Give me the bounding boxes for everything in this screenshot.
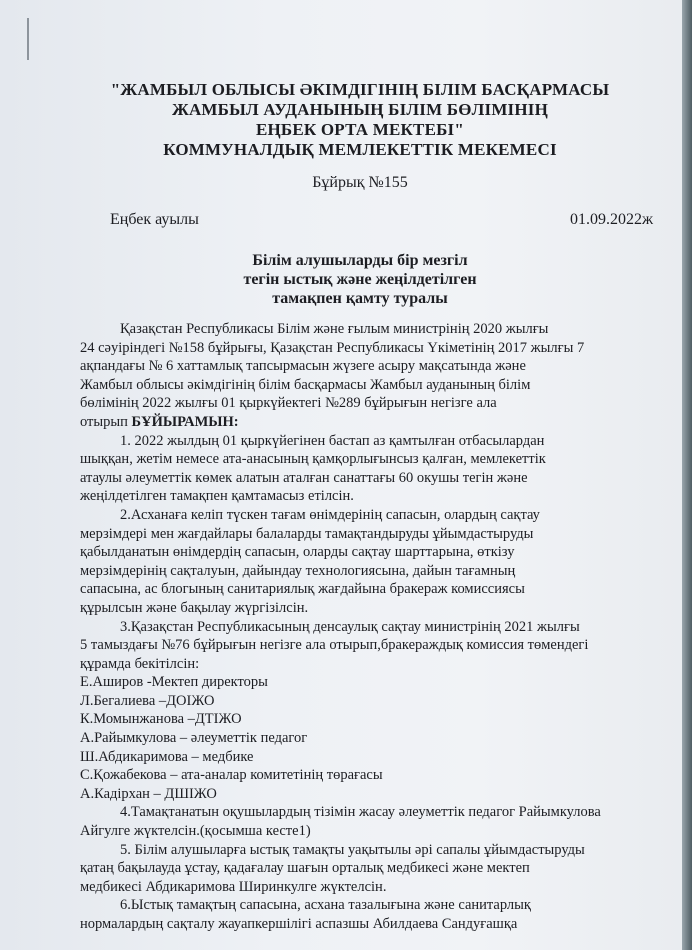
paragraph-line: Айгулге жүктелсін.(қосымша кесте1) xyxy=(80,823,311,840)
intro-line: Жамбыл облысы әкімдігінің білім басқармасы Жамбыл ауданының білім xyxy=(80,376,531,393)
paragraph-2 xyxy=(80,506,650,618)
paragraph-1 xyxy=(80,432,650,506)
title-line-1: Білім алушыларды бір мезгіл xyxy=(252,252,468,269)
member-item: Ш.Абдикаримова – медбике xyxy=(80,748,254,765)
order-title xyxy=(100,251,620,308)
header-line-1: "ЖАМБЫЛ ОБЛЫСЫ ӘКІМДІГІНІҢ БІЛІМ БАСҚАРМАСЫ xyxy=(110,80,610,99)
member-item: К.Момынжанова –ДТІЖО xyxy=(80,711,242,728)
paragraph-line: 6.Ыстық тамақтың сапасына, асхана тазалығына және санитарлық xyxy=(120,897,531,914)
title-line-2: тегін ыстық және жеңілдетілген xyxy=(243,271,477,288)
paragraph-3 xyxy=(80,618,650,674)
member-item: Л.Бегалиева –ДОІЖО xyxy=(80,692,215,709)
paragraph-6 xyxy=(80,896,650,933)
title-line-3: тамақпен қамту туралы xyxy=(272,290,448,307)
header-line-2: ЖАМБЫЛ АУДАНЫНЫҢ БІЛІМ БӨЛІМІНІҢ xyxy=(171,100,549,119)
member-item: Е.Аширов -Мектеп директоры xyxy=(80,674,268,691)
organization-header xyxy=(60,80,660,160)
paragraph-line: атаулы әлеуметтік көмек алатын аталған санаттағы 60 окушы тегін және xyxy=(80,469,528,486)
header-line-4: КОММУНАЛДЫҚ МЕМЛЕКЕТТІК МЕКЕМЕСІ xyxy=(163,140,557,159)
paragraph-line: қабылданатын өнімдердің сапасын, оларды сақтау шарттарына, өткізу xyxy=(80,544,515,561)
intro-line: ақпандағы № 6 хаттамлық тапсырмасын жүзеге асыру мақсатында және xyxy=(80,358,526,375)
binder-mark xyxy=(27,18,29,60)
paragraph-line: құрылсын және бақылау жүргізілсін. xyxy=(80,599,309,616)
order-date: 01.09.2022ж xyxy=(570,211,654,228)
order-word: БҰЙЫРАМЫН: xyxy=(131,413,239,430)
commission-members xyxy=(80,673,650,803)
paragraph-line: 5 тамыздағы №76 бұйрығын негізге ала отырып,бракераждық комиссия төмендегі xyxy=(80,637,589,654)
paragraph-4 xyxy=(80,803,650,840)
intro-paragraph xyxy=(80,320,650,432)
paragraph-line: шыққан, жетім немесе ата-анасының қамқорлығынсыз қалған, мемлекеттік xyxy=(80,451,546,468)
order-prefix: отырып xyxy=(80,413,128,430)
intro-line: бөлімінің 2022 жылғы 01 қыркүйектегі №289 бұйрығын негізге ала xyxy=(80,395,497,412)
member-item: А.Райымкулова – әлеуметтік педагог xyxy=(80,730,308,747)
paragraph-line: мерзімдерінің сақталуын, дайындау технологиясына, дайын тағамның xyxy=(80,562,516,579)
paragraph-line: жеңілдетілген тамақпен қамтамасыз етілсін. xyxy=(80,488,354,505)
paragraph-line: 3.Қазақстан Республикасының денсаулық сақтау министрінің 2021 жылғы xyxy=(120,618,580,635)
paragraph-line: 4.Тамақтанатын оқушылардың тізімін жасау әлеуметтік педагог Райымкулова xyxy=(120,804,601,821)
member-item: С.Қожабекова – ата-аналар комитетінің төрағасы xyxy=(80,767,383,784)
order-line xyxy=(80,413,650,432)
order-number: Бұйрық №155 xyxy=(312,174,408,191)
paragraph-line: 2.Асханаға келіп түскен тағам өнімдерінің сапасын, олардың сақтау xyxy=(120,506,540,523)
intro-line: Қазақстан Республикасы Білім және ғылым министрінің 2020 жылғы xyxy=(120,321,549,337)
order-place: Еңбек ауылы xyxy=(110,211,199,228)
member-item: А.Кадірхан – ДШІЖО xyxy=(80,785,217,802)
paragraph-line: 5. Білім алушыларға ыстық тамақты уақытылы әрі сапалы ұйымдастыруды xyxy=(120,841,585,858)
paragraph-5 xyxy=(80,841,650,897)
paragraph-line: қатаң бақылауда ұстау, қадағалау шағын орталық медбикесі және мектеп xyxy=(80,860,530,877)
paragraph-line: нормалардың сақталу жауапкершілігі аспазшы Абилдаева Сандуғашқа xyxy=(80,916,518,932)
paragraph-line: құрамда бекітілсін: xyxy=(80,655,200,672)
intro-line: 24 сәуіріндегі №158 бұйрығы, Қазақстан Республикасы Үкіметінің 2017 жылғы 7 xyxy=(80,339,585,356)
page-edge-shadow xyxy=(682,0,692,950)
paragraph-line: сапасына, ас блогының санитариялық жағдайына бракераж комиссиясы xyxy=(80,581,525,598)
header-line-3: ЕҢБЕК ОРТА МЕКТЕБІ" xyxy=(255,120,465,139)
paragraph-line: медбикесі Абдикаримова Ширинкулге жүктелсін. xyxy=(80,878,387,895)
paragraph-line: мерзімдері мен жағдайлары балаларды тамақтандыруды ұйымдастыруды xyxy=(80,525,534,542)
paragraph-line: 1. 2022 жылдың 01 қыркүйегінен бастап аз қамтылған отбасылардан xyxy=(120,432,545,449)
order-body xyxy=(80,320,650,934)
